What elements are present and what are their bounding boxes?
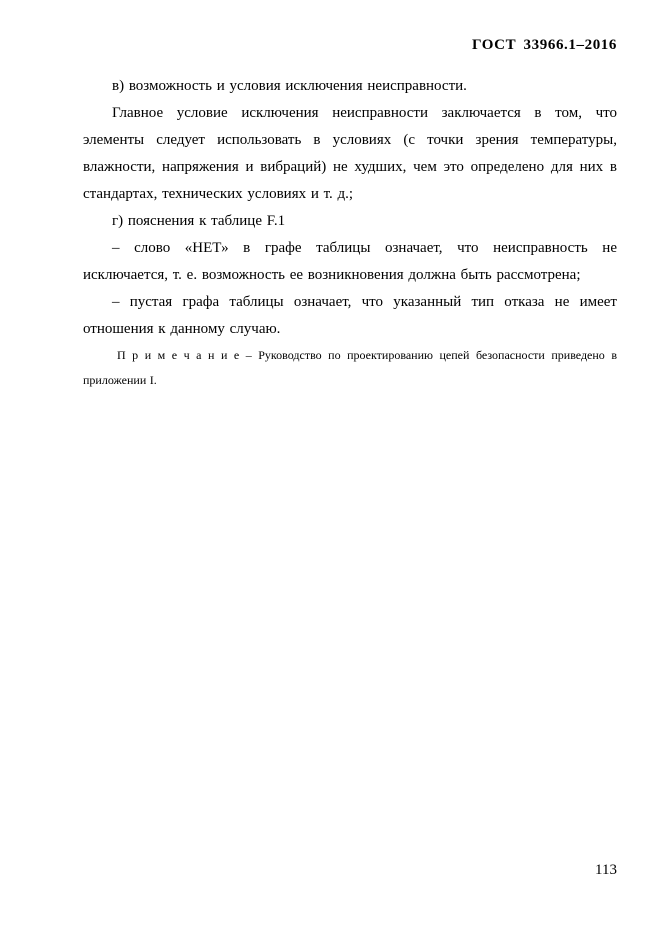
text-line: г) пояснения к таблице F.1 bbox=[112, 213, 286, 229]
document-header-standard-number: ГОСТ 33966.1–2016 bbox=[471, 37, 617, 53]
text-line: отношения к данному случаю. bbox=[83, 321, 281, 337]
text-line: Главное условие исключения неисправности заключается в том, что bbox=[112, 105, 617, 121]
page-number: 113 bbox=[595, 862, 617, 878]
note-paragraph bbox=[83, 343, 617, 393]
text-line: элементы следует использовать в условиях (с точки зрения температуры, bbox=[83, 132, 617, 148]
list-item-g bbox=[83, 208, 617, 235]
text-line: исключается, т. е. возможность ее возникновения должна быть рассмотрена; bbox=[83, 267, 581, 283]
text-line: – слово «НЕТ» в графе таблицы означает, что неисправность не bbox=[112, 240, 617, 256]
bullet-word-net bbox=[83, 235, 617, 289]
list-item-v bbox=[83, 73, 617, 100]
text-line: П р и м е ч а н и е – Руководство по проектированию цепей безопасности приведено в bbox=[117, 348, 617, 362]
text-line: стандартах, технических условиях и т. д.; bbox=[83, 186, 354, 202]
document-body bbox=[83, 73, 617, 393]
text-line: влажности, напряжения и вибраций) не худших, чем это определено для них в bbox=[83, 159, 617, 175]
text-line: – пустая графа таблицы означает, что указанный тип отказа не имеет bbox=[112, 294, 617, 310]
text-line: приложении I. bbox=[83, 373, 157, 387]
text-line: в) возможность и условия исключения неисправности. bbox=[112, 78, 467, 94]
paragraph-main-condition bbox=[83, 100, 617, 208]
bullet-empty-cell bbox=[83, 289, 617, 343]
